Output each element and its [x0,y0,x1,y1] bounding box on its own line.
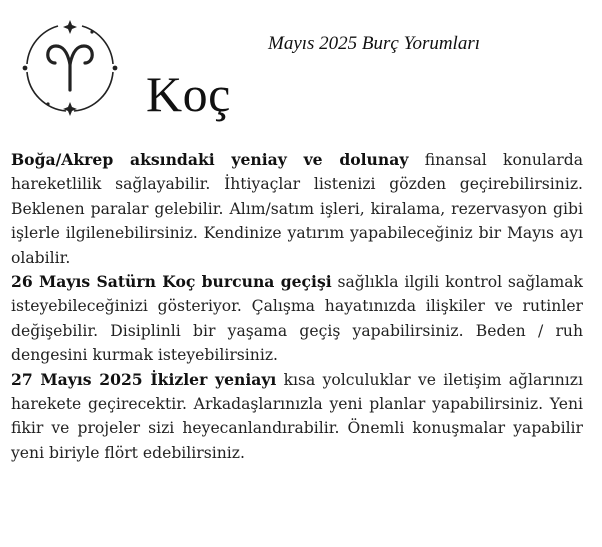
paragraph-1 [11,148,583,270]
aries-emblem [20,18,120,118]
aries-symbol-icon [20,18,120,118]
paragraph-1-body: finansal konularda hareketlilik sağlayabilir. İhtiyaçlar listenizi gözden geçirebilirsiniz. Beklenen paralar gelebilir. Alım/satım işleri, kiralama, rezervasyon gibi işlerle ilgilenebilirsiniz. Kendinize yatırım yapabileceğiniz bir Mayıs ayı olabilir. [11,151,583,267]
paragraph-1-lead: Boğa/Akrep aksındaki yeniay ve dolunay [11,150,409,169]
paragraph-3-lead: 27 Mayıs 2025 İkizler yeniayı [11,369,277,389]
paragraph-2-body: sağlıkla ilgili kontrol sağlamak isteyebileceğinizi gösteriyor. Çalışma hayatınızda ilişkiler ve rutinler değişebilir. Disiplinli bir yaşama geçiş yapabilirsiniz. Beden / ruh dengesini kurmak isteyebilirsiniz. [11,273,584,365]
page-subtitle: Mayıs 2025 Burç Yorumları [268,33,481,54]
paragraph-3-body: kısa yolculuklar ve iletişim ağlarınızı harekete geçirecektir. Arkadaşlarınızla yeni planlar yapabilirsiniz. Yeni fikir ve projeler sizi heyecanlandırabilir. Önemli konuşmalar yapabilir yeni biriyle flört edebilirsiniz. [11,370,583,462]
sign-title: Koç [146,66,231,122]
page-header [0,0,602,140]
paragraph-2 [11,270,583,368]
paragraph-3 [11,368,583,466]
paragraph-2-lead: 26 Mayıs Satürn Koç burcuna geçişi [11,272,332,292]
horoscope-text [11,148,583,465]
